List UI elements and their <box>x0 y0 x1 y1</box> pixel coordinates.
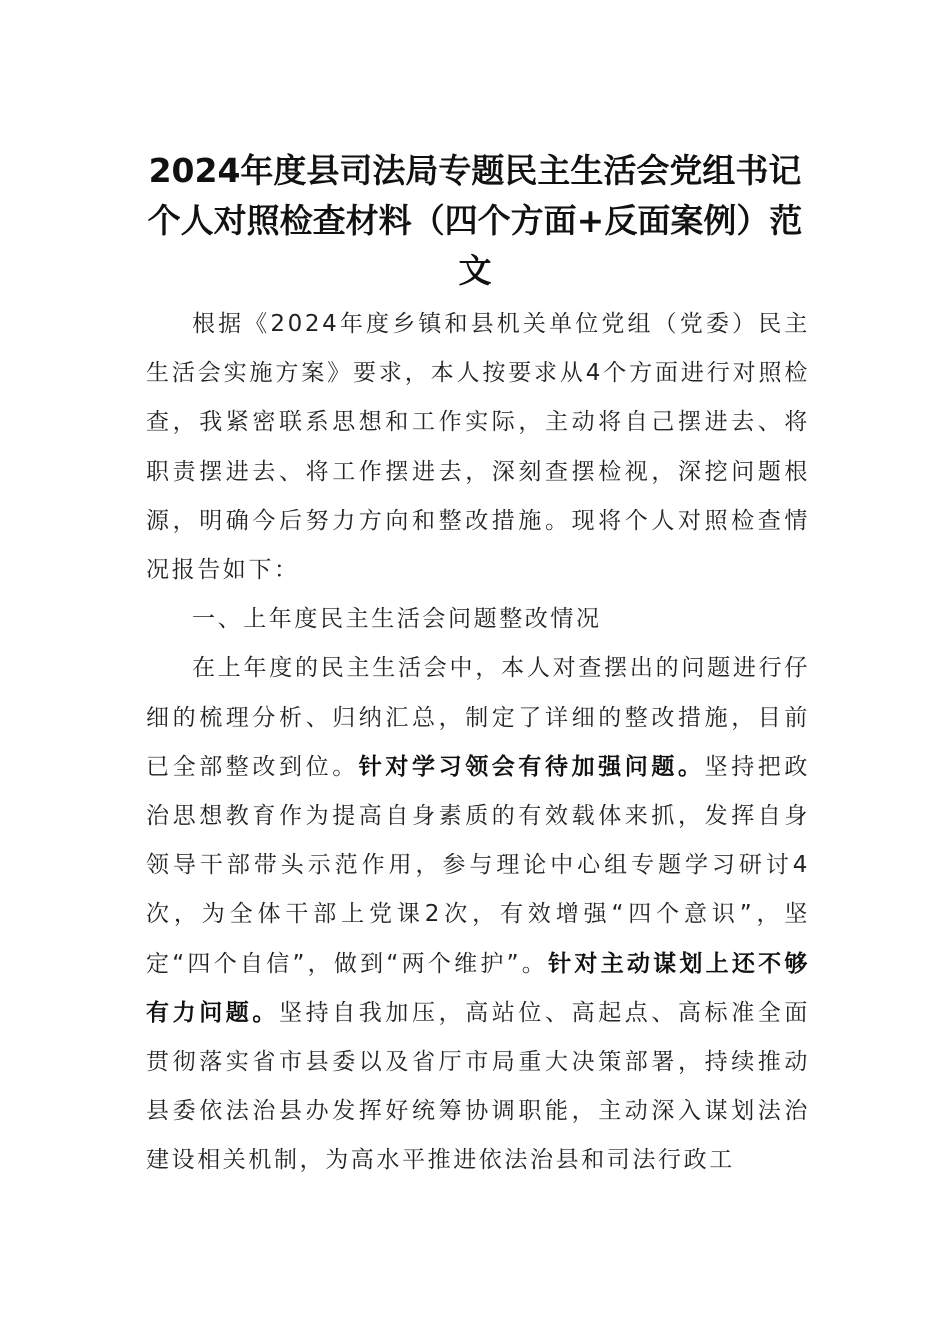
section-heading: 一、上年度民主生活会问题整改情况 <box>192 606 602 633</box>
document-body <box>146 300 810 1186</box>
problem-heading-2: 针对主动谋划上还不够有力问题。 <box>146 950 810 1026</box>
problem-heading-1: 针对学习领会有待加强问题。 <box>358 753 705 780</box>
intro-paragraph: 根据《2024年度乡镇和县机关单位党组（党委）民主生活会实施方案》要求，本人按要求从4个方面进行对照检查，我紧密联系思想和工作实际，主动将自己摆进去、将职责摆进去、将工作摆进去，深刻查摆检视，深挖问题根源，明确今后努力方向和整改措施。现将个人对照检查情况报告如下： <box>146 311 810 584</box>
section-body-text-2: 坚持把政治思想教育作为提高自身素质的有效载体来抓，发挥自身领导干部带头示范作用，参与理论中心组专题学习研讨4次，为全体干部上党课2次，有效增强“四个意识”，坚定“四个自信”，做到“两个维护”。 <box>146 753 810 977</box>
document-title: 2024年度县司法局专题民主生活会党组书记个人对照检查材料（四个方面+反面案例）范文 <box>147 151 803 290</box>
section-body-paragraph <box>146 644 810 1185</box>
section-body-text-3: 坚持自我加压，高站位、高起点、高标准全面贯彻落实省市县委以及省厅市局重大决策部署，持续推动县委依法治县办发挥好统筹协调职能，主动深入谋划法治建设相关机制，为高水平推进依法治县和司法行政工 <box>146 999 810 1174</box>
section-body-text-1: 在上年度的民主生活会中，本人对查摆出的问题进行仔细的梳理分析、归纳汇总，制定了详细的整改措施，目前已全部整改到位。 <box>146 655 810 780</box>
